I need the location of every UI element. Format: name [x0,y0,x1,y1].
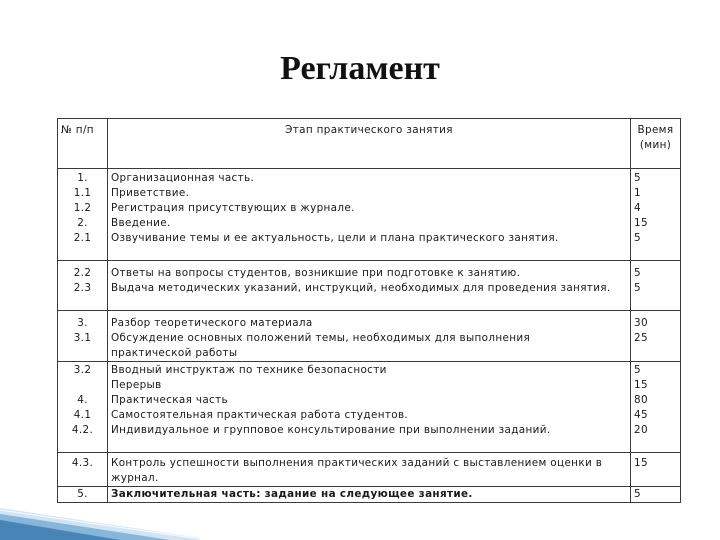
row-times [631,487,681,503]
stage-text: Организационная часть. [111,172,255,184]
time-value: 80 [634,394,648,406]
row-stages [108,261,631,311]
stage-text: Введение. [111,217,171,229]
stage-text: Заключительная часть: задание на следующее занятие. [111,488,473,500]
time-value: 30 [634,317,648,329]
page-title: Регламент [280,50,440,87]
time-value: 15 [634,379,648,391]
time-value: 15 [634,457,648,469]
row-times [631,169,681,261]
time-value: 4 [634,202,641,214]
time-value: 1 [634,187,641,199]
row-times [631,362,681,453]
time-value: 20 [634,424,648,436]
row-number: 4. [77,394,88,406]
row-numbers [58,261,108,311]
header-number: № п/п [58,119,108,169]
stage-text: Самостоятельная практическая работа студентов. [111,409,409,421]
row-number: 3.1 [73,332,92,344]
row-numbers [58,487,108,503]
stage-text: Разбор теоретического материала [111,317,313,329]
time-value: 5 [634,232,641,244]
stage-text: Ответы на вопросы студентов, возникшие при подготовке к занятию. [111,267,521,279]
time-value: 5 [634,364,641,376]
row-number: 3.2 [73,364,92,376]
row-stages [108,487,631,503]
row-number: 1. [77,172,88,184]
row-number: 2.1 [73,232,92,244]
row-number: 2.2 [73,267,92,279]
row-stages [108,169,631,261]
row-number: 4.2. [71,424,94,436]
row-number: 5. [77,488,88,500]
time-value: 5 [634,267,641,279]
row-numbers [58,311,108,362]
stage-text: Индивидуальное и групповое консультирование при выполнении заданий. [111,424,551,436]
stage-text: Вводный инструктаж по технике безопасности [111,364,387,376]
row-numbers [58,169,108,261]
row-times [631,311,681,362]
row-number: 2.3 [73,282,92,294]
stage-text: Приветствие. [111,187,190,199]
table-row [58,169,681,261]
row-number: 2. [77,217,88,229]
stage-text: Контроль успешности выполнения практических заданий с выставлением оценки в журнал. [111,457,603,484]
row-number: 4.1 [73,409,92,421]
stage-text: Регистрация присутствующих в журнале. [111,202,355,214]
table-row [58,487,681,503]
row-number: 1.2 [73,202,92,214]
time-value: 5 [634,488,641,500]
stage-text: Перерыв [111,379,162,391]
time-value: 5 [634,282,641,294]
stage-text: Выдача методических указаний, инструкций, необходимых для проведения занятия. [111,282,611,294]
time-value: 15 [634,217,648,229]
row-number: 3. [77,317,88,329]
stage-text: Практическая часть [111,394,228,406]
row-times [631,453,681,487]
header-time: Время (мин) [631,119,681,169]
stage-text: Озвучивание темы и ее актуальность, цели и плана практического занятия. [111,232,559,244]
row-number: 1.1 [73,187,92,199]
table-row [58,453,681,487]
schedule-table [57,118,681,503]
stage-text: Обсуждение основных положений темы, необходимых для выполнения практической работы [111,332,531,359]
time-value: 45 [634,409,648,421]
time-value: 5 [634,172,641,184]
row-numbers [58,362,108,453]
table-row [58,311,681,362]
header-stage: Этап практического занятия [108,119,631,169]
table-row [58,261,681,311]
time-value: 25 [634,332,648,344]
row-stages [108,311,631,362]
row-numbers [58,453,108,487]
row-stages [108,362,631,453]
row-times [631,261,681,311]
row-stages [108,453,631,487]
table-row [58,362,681,453]
table-header-row [58,119,681,169]
row-number: 4.3. [71,457,94,469]
